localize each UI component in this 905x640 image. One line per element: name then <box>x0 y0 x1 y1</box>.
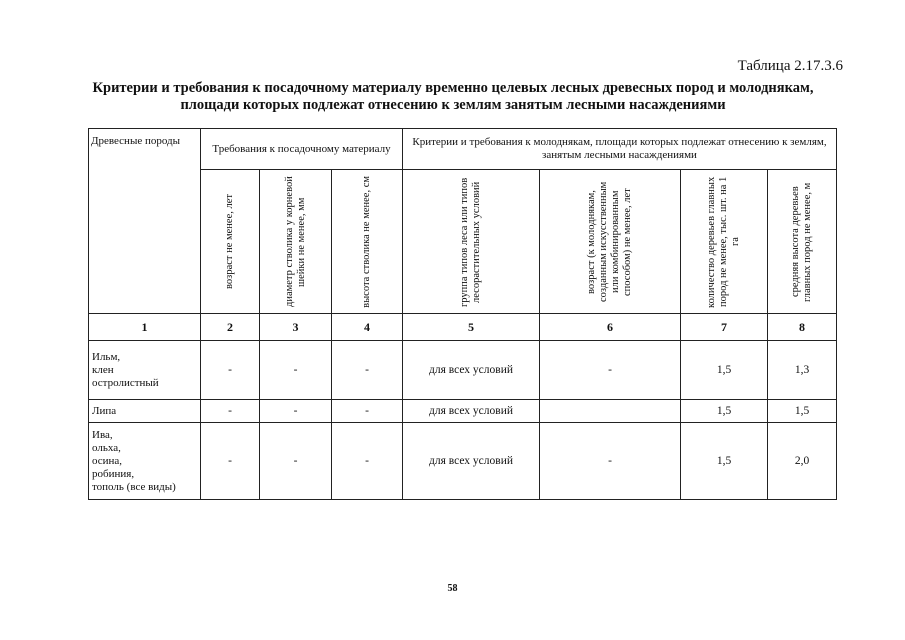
column-number: 6 <box>540 314 681 341</box>
table-cell: - <box>260 423 332 500</box>
table-cell: - <box>201 341 260 400</box>
table-row <box>89 400 837 423</box>
table-cell: - <box>332 400 403 423</box>
header-cell <box>332 170 403 314</box>
table-number: Таблица 2.17.3.6 <box>737 58 843 74</box>
column-number: 7 <box>681 314 768 341</box>
column-number-row <box>89 314 837 341</box>
header-species: Древесные породы <box>89 129 201 314</box>
header-height: высота стволика не менее, см <box>361 175 372 308</box>
header-cell <box>201 170 260 314</box>
table-cell: - <box>540 423 681 500</box>
table-cell: для всех условий <box>403 423 540 500</box>
column-number: 2 <box>201 314 260 341</box>
table-cell: 1,3 <box>768 341 837 400</box>
table-cell: - <box>201 423 260 500</box>
table-cell: для всех условий <box>403 400 540 423</box>
species-cell <box>89 341 201 400</box>
title-line-1: Критерии и требования к посадочному материалу временно целевых лесных древесных пород и молоднякам, <box>92 80 814 96</box>
header-mean-height: средняя высота деревьев главных пород не менее, м <box>790 181 813 302</box>
table-cell: 1,5 <box>681 423 768 500</box>
header-age: возраст не менее, лет <box>224 194 235 289</box>
header-forest-type: группа типов леса или типов лесорастительных условий <box>459 176 482 307</box>
species-cell <box>89 400 201 423</box>
species-line: осина, <box>92 454 123 467</box>
table-cell: - <box>201 400 260 423</box>
species-line: Ива, <box>92 428 113 441</box>
header-cell <box>540 170 681 314</box>
column-number: 1 <box>89 314 201 341</box>
species-line: Ильм, <box>92 350 121 363</box>
species-line: остролистный <box>92 376 159 389</box>
species-line: клен <box>92 363 114 376</box>
table-row <box>89 423 837 500</box>
table-cell: 1,5 <box>681 400 768 423</box>
criteria-table <box>88 128 837 500</box>
table-cell: - <box>540 341 681 400</box>
header-cell <box>260 170 332 314</box>
column-number: 3 <box>260 314 332 341</box>
species-cell <box>89 423 201 500</box>
table-cell: 2,0 <box>768 423 837 500</box>
column-number: 8 <box>768 314 837 341</box>
species-line: ольха, <box>92 441 121 454</box>
table-cell: - <box>332 423 403 500</box>
table-cell: - <box>260 400 332 423</box>
table-cell: 1,5 <box>768 400 837 423</box>
header-young-age: возраст (к молоднякам, созданным искусственным или комбинированным способом) не менее, лет <box>586 181 633 302</box>
header-row-1 <box>89 129 837 170</box>
header-tree-count: количество деревьев главных пород не менее, тыс. шт. на 1 га <box>706 175 741 308</box>
table-cell: - <box>260 341 332 400</box>
column-number: 5 <box>403 314 540 341</box>
header-cell <box>768 170 837 314</box>
header-cell <box>681 170 768 314</box>
header-young-stands: Критерии и требования к молоднякам, площади которых подлежат отнесению к землям, занятым лесными насаждениями <box>403 129 837 170</box>
header-cell <box>403 170 540 314</box>
species-line: тополь (все виды) <box>92 480 176 493</box>
table-cell: для всех условий <box>403 341 540 400</box>
page-number: 58 <box>447 583 458 594</box>
species-line: робиния, <box>92 467 135 480</box>
column-number: 4 <box>332 314 403 341</box>
species-line: Липа <box>92 404 117 417</box>
table-cell <box>540 400 681 423</box>
header-row-2 <box>89 170 837 314</box>
table-cell: 1,5 <box>681 341 768 400</box>
table-cell: - <box>332 341 403 400</box>
table-row <box>89 341 837 400</box>
table-title <box>88 80 818 114</box>
title-line-2: площади которых подлежат отнесению к землям занятым лесными насаждениями <box>180 97 726 113</box>
header-planting-material: Требования к посадочному материалу <box>201 129 403 170</box>
header-diameter: диаметр стволика у корневой шейки не менее, мм <box>283 176 307 307</box>
